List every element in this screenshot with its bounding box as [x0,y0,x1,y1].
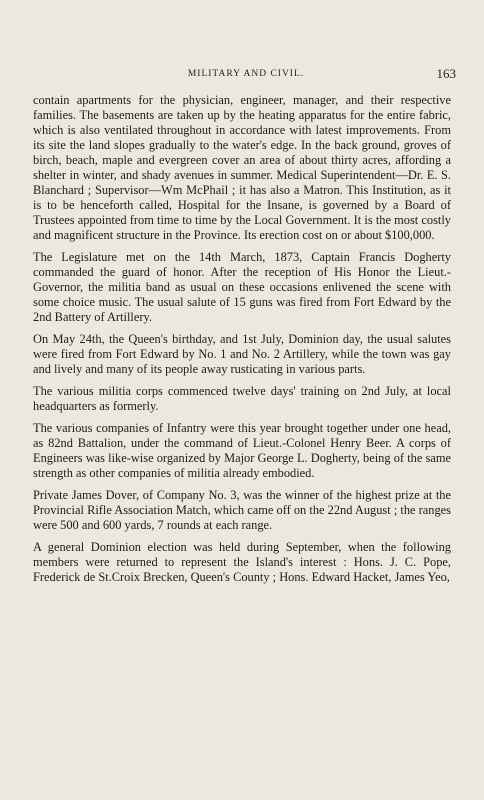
paragraph-infantry-battalion: The various companies of Infantry were this year brought together under one head, as 82nd Battalion, under the command of Lieut.-Colonel Henry Beer. A corps of Engineers was like-wise organized by Major George L. Dogherty, being of the same strength as other companies of militia already embodied. [33,421,451,480]
running-head [34,66,458,82]
body-text [33,93,451,592]
paragraph-dominion-election: A general Dominion election was held during September, when the following members were returned to represent the Island's interest : Hons. J. C. Pope, Frederick de St.Croix Brecken, Queen's County ; Hons. Edward Hacket, James Yeo, [33,540,451,584]
page-number: 163 [436,66,456,81]
paragraph-queens-birthday: On May 24th, the Queen's birthday, and 1st July, Dominion day, the usual salutes were fired from Fort Edward by No. 1 and No. 2 Artillery, while the town was gay and lively and many of its people away rusticating in various parts. [33,332,451,376]
paragraph-hospital-description: contain apartments for the physician, engineer, manager, and their respective families. The basements are taken up by the heating apparatus for the entire fabric, which is also ventilated throughout in accordance with latest improvements. From its site the land slopes gradually to the water's edge. In the back ground, groves of birch, beach, maple and evergreen cover an area of about thirty acres, affording a shelter in winter, and shady avenues in summer. Medical Superintendent—Dr. E. S. Blanchard ; Supervisor—Wm McPhail ; it has also a Matron. This Institution, as it is to be henceforth called, Hospital for the Insane, is governed by a Board of Trustees appointed from time to time by the Local Government. It is the most costly and magnificent structure in the Province. Its erection cost on or about $100,000. [33,93,451,242]
paragraph-militia-training: The various militia corps commenced twelve days' training on 2nd July, at local headquarters as formerly. [33,384,451,413]
paragraph-rifle-match: Private James Dover, of Company No. 3, was the winner of the highest prize at the Provincial Rifle Association Match, which came off on the 22nd August ; the ranges were 500 and 600 yards, 7 rounds at each range. [33,488,451,532]
running-title: MILITARY AND CIVIL. [187,69,305,79]
paragraph-legislature: The Legislature met on the 14th March, 1873, Captain Francis Dogherty commanded the guard of honor. After the reception of His Honor the Lieut.-Governor, the militia band as usual on these occasions enlivened the scene with some choice music. The usual salute of 15 guns was fired from Fort Edward by the 2nd Battery of Artillery. [33,250,451,324]
